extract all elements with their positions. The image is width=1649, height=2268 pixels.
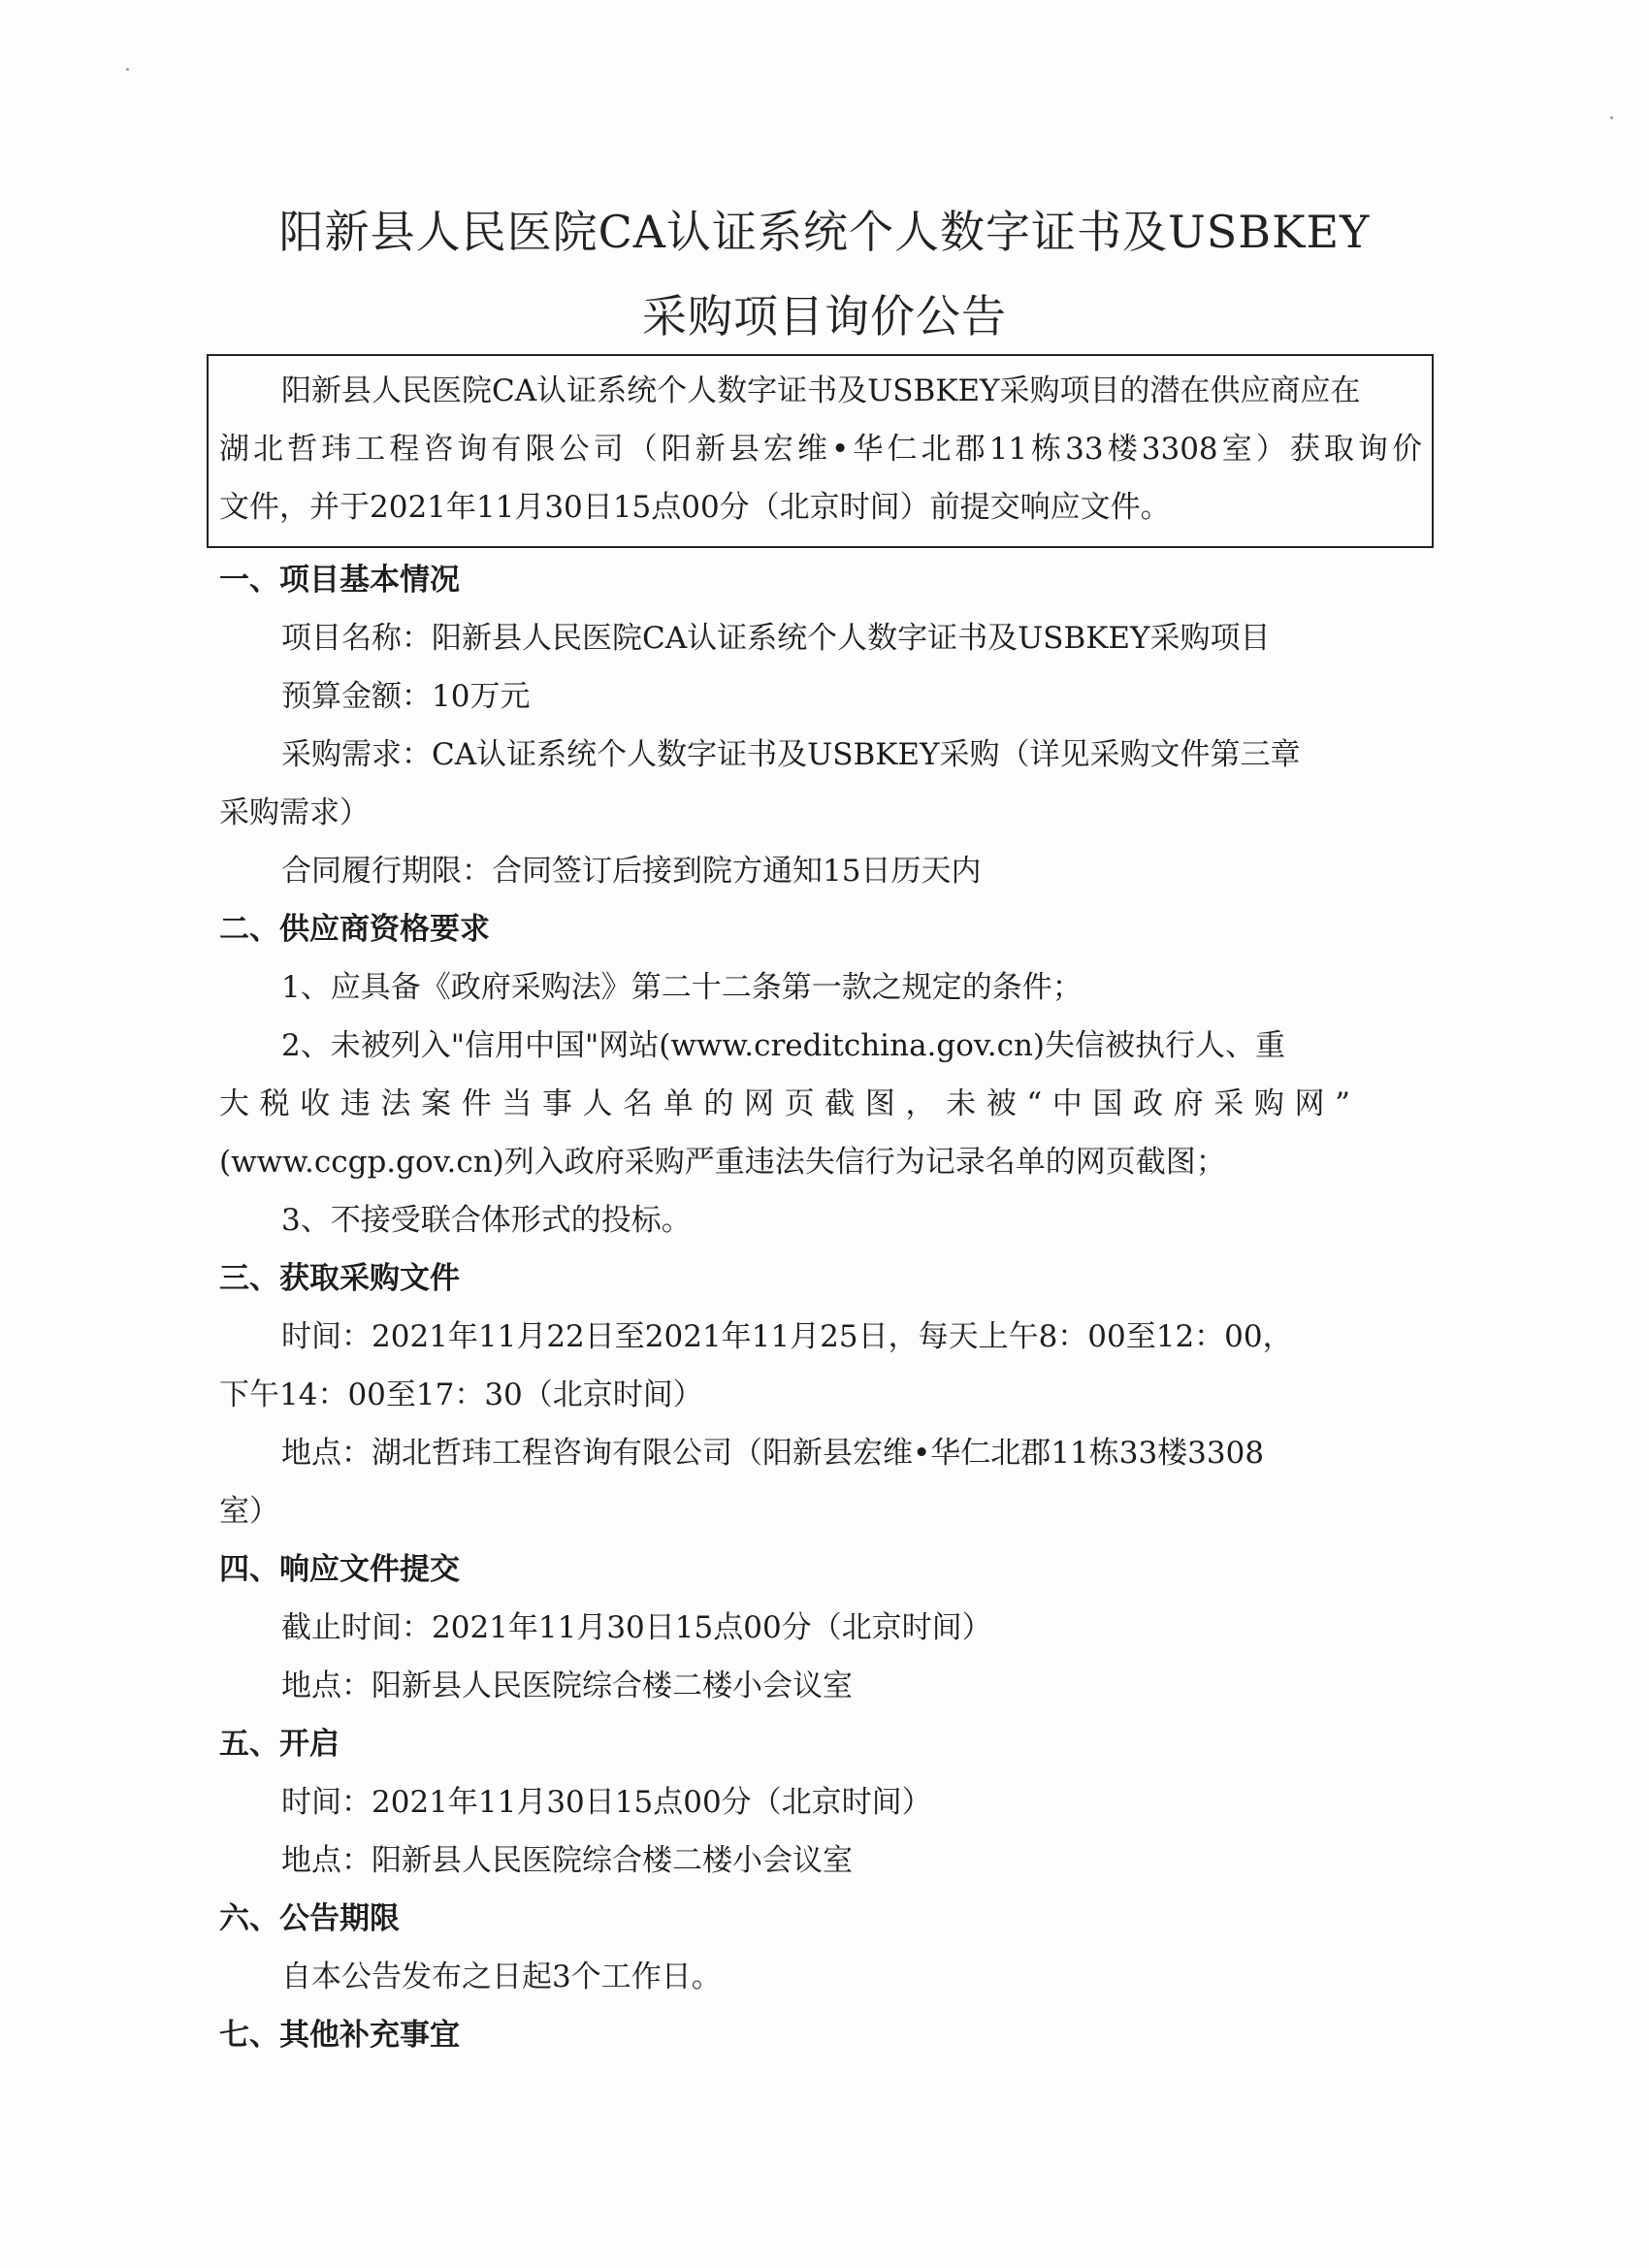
doc-title-line2: 采购项目询价公告 — [642, 290, 1007, 342]
section-heading-4: 四、响应文件提交 — [219, 1552, 460, 1587]
opening-time: 时间：2021年11月30日15点00分（北京时间） — [281, 1785, 932, 1820]
procurement-requirement-line-1: 采购需求：CA认证系统个人数字证书及USBKEY采购（详见采购文件第三章 — [281, 737, 1301, 772]
notice-line-1: 阳新县人民医院CA认证系统个人数字证书及USBKEY采购项目的潜在供应商应在 — [281, 373, 1361, 408]
section-heading-3: 三、获取采购文件 — [219, 1261, 460, 1296]
acquire-time-line-2: 下午14：00至17：30（北京时间） — [219, 1377, 703, 1412]
qualification-item-2-line-1: 2、未被列入"信用中国"网站(www.creditchina.gov.cn)失信被执行人、重 — [281, 1028, 1286, 1063]
budget-amount: 预算金额：10万元 — [281, 679, 531, 714]
qualification-item-1: 1、应具备《政府采购法》第二十二条第一款之规定的条件； — [281, 970, 1083, 1005]
submission-deadline: 截止时间：2021年11月30日15点00分（北京时间） — [281, 1610, 992, 1645]
project-name: 项目名称：阳新县人民医院CA认证系统个人数字证书及USBKEY采购项目 — [281, 621, 1271, 656]
acquire-time-line-1: 时间：2021年11月22日至2021年11月25日，每天上午8：00至12：00， — [281, 1319, 1293, 1354]
notice-line-2: 湖北哲玮工程咨询有限公司（阳新县宏维•华仁北郡11栋33楼3308室）获取询价 — [219, 432, 1422, 467]
acquire-place-line-2: 室） — [219, 1494, 279, 1529]
scan-speck — [126, 68, 129, 71]
procurement-requirement-line-2: 采购需求） — [219, 795, 370, 830]
contract-period: 合同履行期限：合同签订后接到院方通知15日历天内 — [281, 854, 982, 889]
opening-place: 地点：阳新县人民医院综合楼二楼小会议室 — [281, 1843, 853, 1878]
acquire-place-line-1: 地点：湖北哲玮工程咨询有限公司（阳新县宏维•华仁北郡11栋33楼3308 — [281, 1436, 1265, 1471]
section-heading-2: 二、供应商资格要求 — [219, 912, 490, 947]
section-heading-6: 六、公告期限 — [219, 1901, 400, 1936]
section-heading-5: 五、开启 — [219, 1727, 340, 1762]
scan-speck — [1610, 116, 1613, 119]
qualification-item-2-line-2: 大税收违法案件当事人名单的网页截图，未被“中国政府采购网” — [219, 1086, 1350, 1121]
qualification-item-2-line-3: (www.ccgp.gov.cn)列入政府采购严重违法失信行为记录名单的网页截图； — [219, 1145, 1226, 1180]
section-heading-1: 一、项目基本情况 — [219, 563, 460, 598]
section-heading-7: 七、其他补充事宜 — [219, 2018, 460, 2053]
notice-line-3: 文件，并于2021年11月30日15点00分（北京时间）前提交响应文件。 — [219, 490, 1171, 525]
qualification-item-3: 3、不接受联合体形式的投标。 — [281, 1203, 692, 1238]
doc-title-line1: 阳新县人民医院CA认证系统个人数字证书及USBKEY — [278, 206, 1371, 258]
submission-place: 地点：阳新县人民医院综合楼二楼小会议室 — [281, 1669, 853, 1703]
notice-period-text: 自本公告发布之日起3个工作日。 — [281, 1960, 722, 1994]
